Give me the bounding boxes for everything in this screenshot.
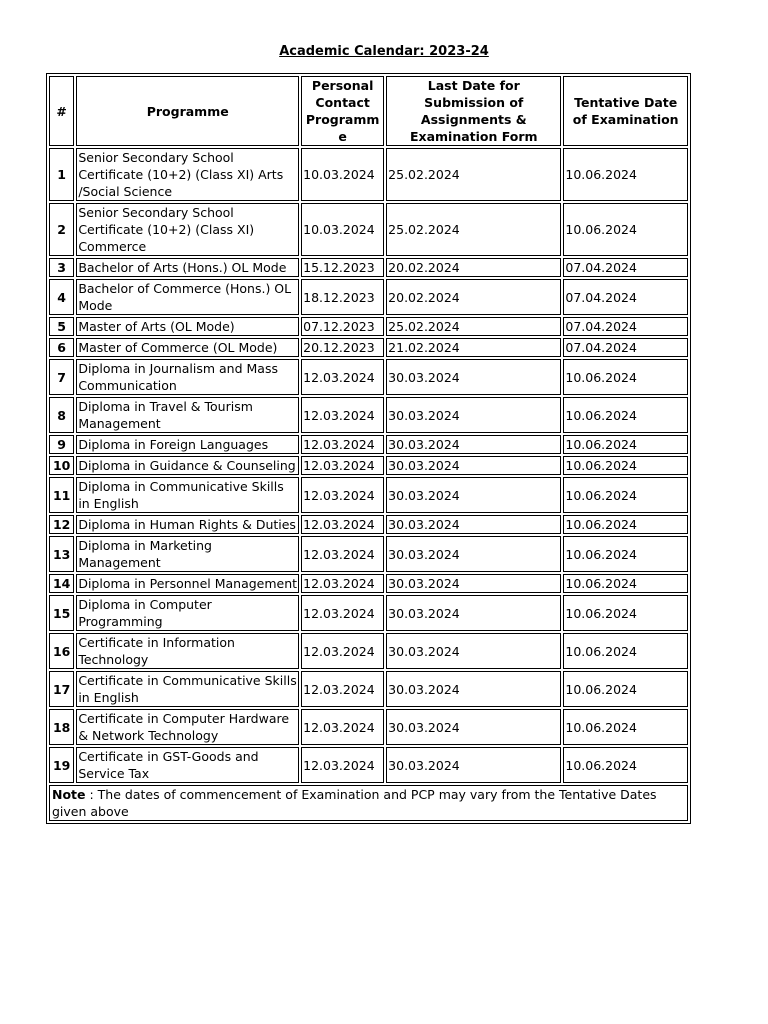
pcp-date-cell: 18.12.2023 xyxy=(301,279,384,315)
row-number: 18 xyxy=(49,709,74,745)
programme-cell: Certificate in Communicative Skills in English xyxy=(76,671,299,707)
programme-cell: Diploma in Marketing Management xyxy=(76,536,299,572)
table-row xyxy=(49,203,688,256)
row-number: 3 xyxy=(49,258,74,277)
pcp-date-cell: 12.03.2024 xyxy=(301,435,384,454)
pcp-date-cell: 12.03.2024 xyxy=(301,574,384,593)
note-cell xyxy=(49,785,688,821)
pcp-date-cell: 12.03.2024 xyxy=(301,709,384,745)
exam-date-cell: 10.06.2024 xyxy=(563,148,688,201)
last-date-cell: 30.03.2024 xyxy=(386,435,561,454)
last-date-cell: 25.02.2024 xyxy=(386,317,561,336)
pcp-date-cell: 15.12.2023 xyxy=(301,258,384,277)
table-row xyxy=(49,633,688,669)
last-date-cell: 20.02.2024 xyxy=(386,279,561,315)
last-date-cell: 30.03.2024 xyxy=(386,633,561,669)
row-number: 16 xyxy=(49,633,74,669)
header-programme: Programme xyxy=(76,76,299,146)
last-date-cell: 30.03.2024 xyxy=(386,397,561,433)
row-number: 1 xyxy=(49,148,74,201)
last-date-cell: 30.03.2024 xyxy=(386,515,561,534)
table-row xyxy=(49,148,688,201)
row-number: 5 xyxy=(49,317,74,336)
last-date-cell: 30.03.2024 xyxy=(386,477,561,513)
pcp-date-cell: 12.03.2024 xyxy=(301,747,384,783)
pcp-date-cell: 12.03.2024 xyxy=(301,515,384,534)
programme-cell: Diploma in Computer Programming xyxy=(76,595,299,631)
pcp-date-cell: 07.12.2023 xyxy=(301,317,384,336)
programme-cell: Diploma in Journalism and Mass Communication xyxy=(76,359,299,395)
row-number: 17 xyxy=(49,671,74,707)
programme-cell: Master of Arts (OL Mode) xyxy=(76,317,299,336)
page-title: Academic Calendar: 2023-24 xyxy=(279,44,489,59)
table-row xyxy=(49,747,688,783)
programme-cell: Diploma in Guidance & Counseling xyxy=(76,456,299,475)
programme-cell: Certificate in Information Technology xyxy=(76,633,299,669)
programme-cell: Diploma in Communicative Skills in English xyxy=(76,477,299,513)
table-row xyxy=(49,435,688,454)
header-num: # xyxy=(49,76,74,146)
table-row xyxy=(49,258,688,277)
programme-cell: Bachelor of Commerce (Hons.) OL Mode xyxy=(76,279,299,315)
table-row xyxy=(49,359,688,395)
programme-cell: Master of Commerce (OL Mode) xyxy=(76,338,299,357)
table-row xyxy=(49,279,688,315)
table-row xyxy=(49,536,688,572)
row-number: 2 xyxy=(49,203,74,256)
table-row xyxy=(49,456,688,475)
exam-date-cell: 10.06.2024 xyxy=(563,397,688,433)
header-exam: Tentative Date of Examination xyxy=(563,76,688,146)
table-row xyxy=(49,671,688,707)
programme-cell: Senior Secondary School Certificate (10+2) (Class XI) Arts /Social Science xyxy=(76,148,299,201)
header-row xyxy=(49,76,688,146)
programme-cell: Bachelor of Arts (Hons.) OL Mode xyxy=(76,258,299,277)
pcp-date-cell: 20.12.2023 xyxy=(301,338,384,357)
table-row xyxy=(49,595,688,631)
table-row xyxy=(49,574,688,593)
last-date-cell: 25.02.2024 xyxy=(386,203,561,256)
pcp-date-cell: 12.03.2024 xyxy=(301,477,384,513)
exam-date-cell: 10.06.2024 xyxy=(563,477,688,513)
exam-date-cell: 10.06.2024 xyxy=(563,671,688,707)
academic-calendar-table xyxy=(46,73,691,824)
exam-date-cell: 07.04.2024 xyxy=(563,279,688,315)
pcp-date-cell: 12.03.2024 xyxy=(301,671,384,707)
last-date-cell: 20.02.2024 xyxy=(386,258,561,277)
pcp-date-cell: 12.03.2024 xyxy=(301,456,384,475)
table-row xyxy=(49,477,688,513)
exam-date-cell: 10.06.2024 xyxy=(563,633,688,669)
note-label: Note xyxy=(52,787,86,802)
table-row xyxy=(49,397,688,433)
last-date-cell: 30.03.2024 xyxy=(386,456,561,475)
last-date-cell: 21.02.2024 xyxy=(386,338,561,357)
pcp-date-cell: 12.03.2024 xyxy=(301,397,384,433)
table-row xyxy=(49,317,688,336)
last-date-cell: 30.03.2024 xyxy=(386,595,561,631)
row-number: 6 xyxy=(49,338,74,357)
exam-date-cell: 10.06.2024 xyxy=(563,574,688,593)
pcp-date-cell: 12.03.2024 xyxy=(301,536,384,572)
note-row xyxy=(49,785,688,821)
exam-date-cell: 07.04.2024 xyxy=(563,338,688,357)
table-row xyxy=(49,709,688,745)
last-date-cell: 30.03.2024 xyxy=(386,671,561,707)
row-number: 9 xyxy=(49,435,74,454)
header-last-date: Last Date for Submission of Assignments & Examination Form xyxy=(386,76,561,146)
programme-cell: Diploma in Foreign Languages xyxy=(76,435,299,454)
last-date-cell: 30.03.2024 xyxy=(386,359,561,395)
exam-date-cell: 10.06.2024 xyxy=(563,709,688,745)
row-number: 8 xyxy=(49,397,74,433)
programme-cell: Certificate in Computer Hardware & Network Technology xyxy=(76,709,299,745)
note-text: : The dates of commencement of Examination and PCP may vary from the Tentative Dates given above xyxy=(52,787,657,819)
last-date-cell: 25.02.2024 xyxy=(386,148,561,201)
row-number: 12 xyxy=(49,515,74,534)
row-number: 15 xyxy=(49,595,74,631)
row-number: 14 xyxy=(49,574,74,593)
exam-date-cell: 10.06.2024 xyxy=(563,435,688,454)
exam-date-cell: 10.06.2024 xyxy=(563,515,688,534)
programme-cell: Diploma in Travel & Tourism Management xyxy=(76,397,299,433)
last-date-cell: 30.03.2024 xyxy=(386,536,561,572)
programme-cell: Certificate in GST-Goods and Service Tax xyxy=(76,747,299,783)
pcp-date-cell: 10.03.2024 xyxy=(301,148,384,201)
pcp-date-cell: 12.03.2024 xyxy=(301,359,384,395)
pcp-date-cell: 12.03.2024 xyxy=(301,633,384,669)
last-date-cell: 30.03.2024 xyxy=(386,709,561,745)
pcp-date-cell: 12.03.2024 xyxy=(301,595,384,631)
programme-cell: Senior Secondary School Certificate (10+2) (Class XI) Commerce xyxy=(76,203,299,256)
exam-date-cell: 10.06.2024 xyxy=(563,595,688,631)
row-number: 19 xyxy=(49,747,74,783)
last-date-cell: 30.03.2024 xyxy=(386,574,561,593)
exam-date-cell: 10.06.2024 xyxy=(563,747,688,783)
row-number: 10 xyxy=(49,456,74,475)
exam-date-cell: 07.04.2024 xyxy=(563,317,688,336)
programme-cell: Diploma in Personnel Management xyxy=(76,574,299,593)
table-row xyxy=(49,338,688,357)
exam-date-cell: 10.06.2024 xyxy=(563,203,688,256)
row-number: 11 xyxy=(49,477,74,513)
exam-date-cell: 10.06.2024 xyxy=(563,359,688,395)
last-date-cell: 30.03.2024 xyxy=(386,747,561,783)
calendar-table-wrap xyxy=(46,73,691,824)
table-body xyxy=(49,148,688,783)
exam-date-cell: 10.06.2024 xyxy=(563,456,688,475)
header-pcp: Personal Contact Programme xyxy=(301,76,384,146)
pcp-date-cell: 10.03.2024 xyxy=(301,203,384,256)
row-number: 7 xyxy=(49,359,74,395)
programme-cell: Diploma in Human Rights & Duties xyxy=(76,515,299,534)
row-number: 4 xyxy=(49,279,74,315)
row-number: 13 xyxy=(49,536,74,572)
exam-date-cell: 10.06.2024 xyxy=(563,536,688,572)
table-row xyxy=(49,515,688,534)
exam-date-cell: 07.04.2024 xyxy=(563,258,688,277)
